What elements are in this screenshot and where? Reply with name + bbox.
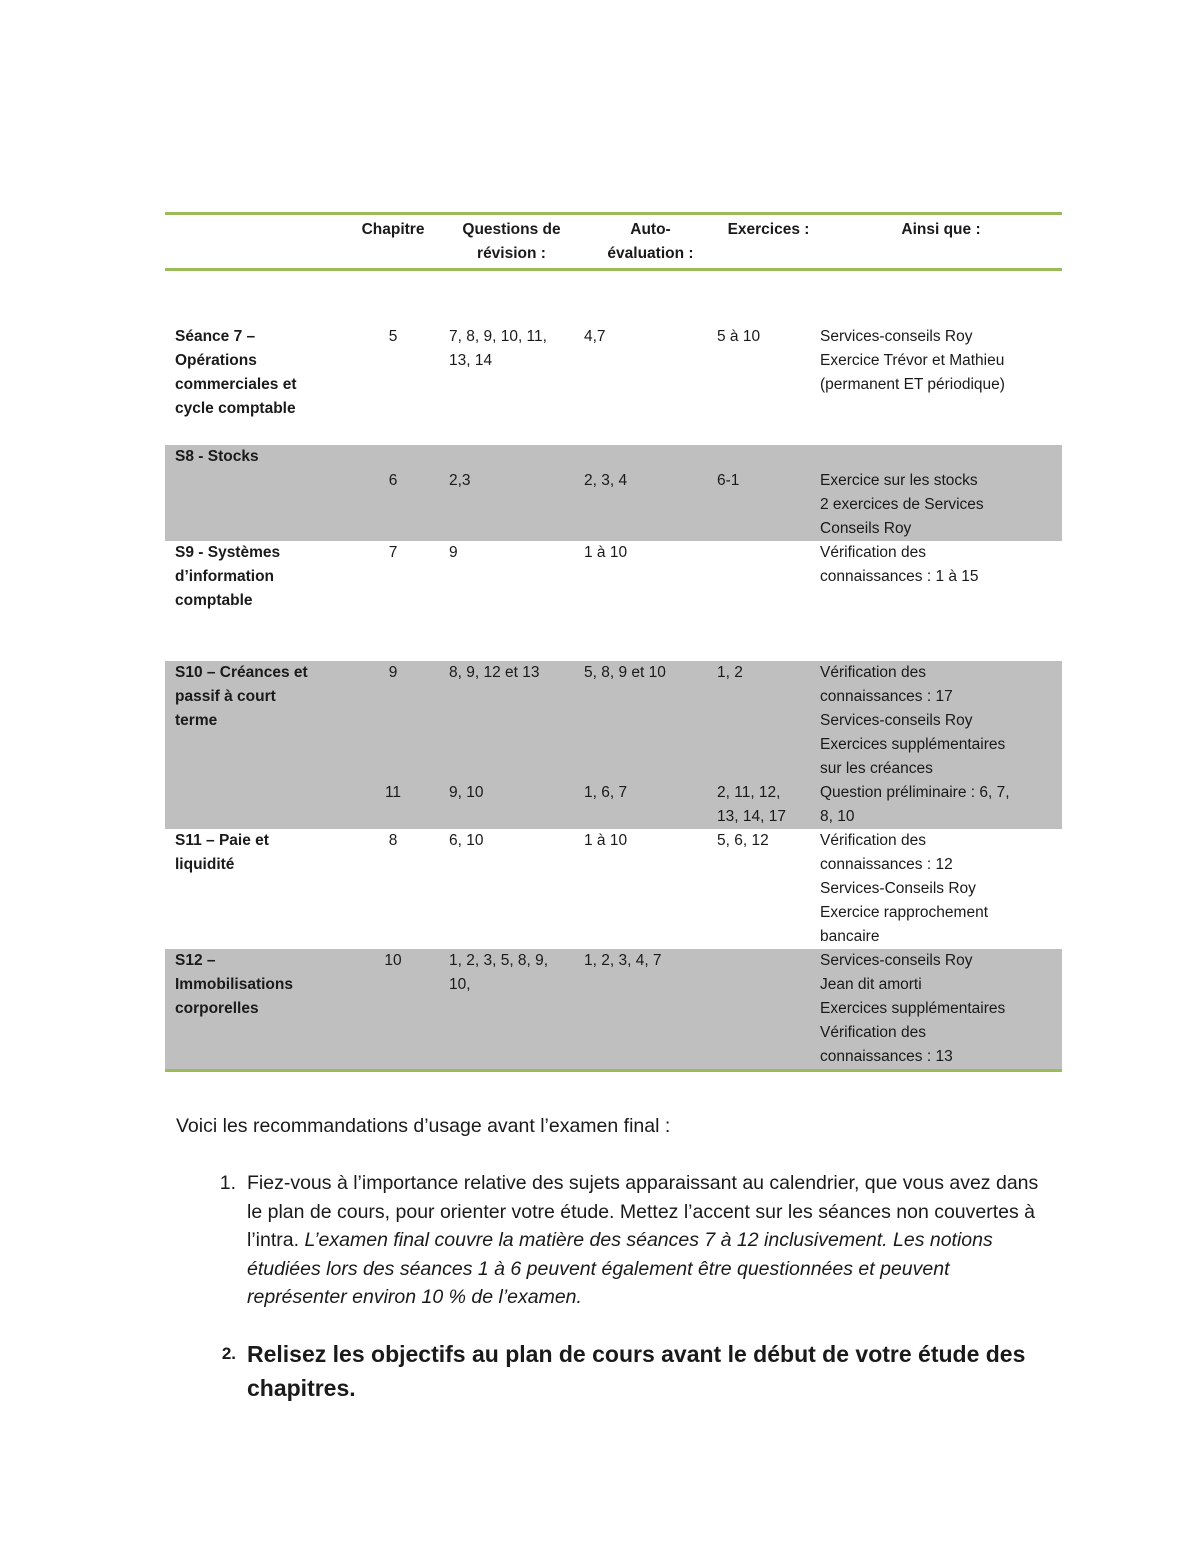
recommendations-intro: Voici les recommandations d’usage avant l’examen final :	[176, 1115, 671, 1137]
table-row	[165, 270, 1062, 325]
cell-ainsi-que: Vérification des connaissances : 12 Services-Conseils Roy Exercice rapprochement bancaire	[820, 831, 988, 945]
recommendation-italic-text: L’examen final couvre la matière des séances 7 à 12 inclusivement. Les notions étudiées lors des séances 1 à 6 peuvent également être questionnées et peuvent représenter environ 10 % de l’examen.	[247, 1229, 993, 1308]
recommendation-text	[247, 1169, 1047, 1312]
header-questions: Questions de révision :	[462, 221, 561, 262]
cell-exercices: 1, 2	[717, 661, 820, 781]
table-row	[165, 829, 1062, 949]
cell-auto-evaluation	[584, 270, 717, 325]
cell-exercices: 5, 6, 12	[717, 831, 769, 849]
header-auto-evaluation: Auto- évaluation :	[607, 221, 694, 262]
cell-session: S11 – Paie et liquidité	[175, 831, 269, 873]
cell-chapitre: 5	[388, 327, 398, 345]
table-body	[165, 270, 1062, 1071]
cell-ainsi-que	[820, 270, 1062, 325]
cell-session: S12 – Immobilisations corporelles	[165, 949, 347, 1071]
cell-auto-evaluation: 1 à 10	[584, 831, 628, 849]
cell-ainsi-que: Services-conseils Roy Jean dit amorti Exercices supplémentaires Vérification des connaissances : 13	[820, 949, 1062, 1071]
cell-session: S8 - Stocks	[165, 445, 347, 469]
cell-exercices: 2, 11, 12, 13, 14, 17	[717, 781, 820, 829]
cell-chapitre	[347, 445, 439, 469]
cell-ainsi-que: Services-conseils Roy Exercice Trévor et Mathieu (permanent ET périodique)	[820, 327, 1005, 393]
cell-exercices	[717, 270, 820, 325]
cell-exercices	[717, 445, 820, 469]
cell-questions	[439, 270, 584, 325]
header-chapitre: Chapitre	[361, 221, 425, 238]
cell-session	[165, 781, 347, 829]
cell-auto-evaluation: 1, 2, 3, 4, 7	[584, 949, 717, 1071]
list-number: 2.	[221, 1344, 236, 1363]
cell-session: Séance 7 – Opérations commerciales et cycle comptable	[175, 327, 297, 417]
cell-session	[165, 270, 347, 325]
cell-auto-evaluation: 4,7	[584, 327, 606, 345]
cell-exercices: 6-1	[717, 469, 820, 541]
cell-questions: 9	[449, 543, 458, 561]
cell-chapitre: 11	[347, 781, 439, 829]
cell-ainsi-que: Question préliminaire : 6, 7, 8, 10	[820, 781, 1062, 829]
cell-ainsi-que: Vérification des connaissances : 1 à 15	[820, 543, 979, 585]
cell-questions: 6, 10	[449, 831, 484, 849]
cell-auto-evaluation: 5, 8, 9 et 10	[584, 661, 717, 781]
study-table	[165, 212, 1062, 1072]
cell-questions: 1, 2, 3, 5, 8, 9, 10,	[439, 949, 584, 1071]
table-header-row	[165, 214, 1062, 270]
cell-chapitre: 7	[388, 543, 398, 561]
header-ainsi-que: Ainsi que :	[901, 221, 981, 238]
cell-auto-evaluation: 1, 6, 7	[584, 781, 717, 829]
table-row	[165, 325, 1062, 445]
cell-chapitre: 6	[347, 469, 439, 541]
cell-questions: 9, 10	[439, 781, 584, 829]
table-row	[165, 661, 1062, 781]
cell-chapitre: 8	[388, 831, 398, 849]
cell-exercices	[717, 949, 820, 1071]
cell-auto-evaluation: 2, 3, 4	[584, 469, 717, 541]
cell-chapitre	[347, 270, 439, 325]
cell-questions	[439, 445, 584, 469]
cell-ainsi-que: Exercice sur les stocks 2 exercices de Services Conseils Roy	[820, 469, 1062, 541]
table-row	[165, 469, 1062, 541]
cell-ainsi-que: Vérification des connaissances : 17 Services-conseils Roy Exercices supplémentaires sur les créances	[820, 661, 1062, 781]
cell-session: S9 - Systèmes d’information comptable	[175, 543, 281, 609]
cell-questions: 7, 8, 9, 10, 11, 13, 14	[449, 327, 547, 369]
table-row	[165, 781, 1062, 829]
header-session	[165, 214, 347, 270]
list-number: 1.	[219, 1172, 236, 1194]
recommendation-text: Relisez les objectifs au plan de cours avant le début de votre étude des chapitres.	[247, 1341, 1026, 1401]
study-table-container	[165, 212, 1062, 1072]
cell-exercices	[717, 541, 820, 661]
cell-questions: 2,3	[439, 469, 584, 541]
cell-chapitre: 9	[347, 661, 439, 781]
cell-questions: 8, 9, 12 et 13	[439, 661, 584, 781]
recommendation-plain-text: Fiez-vous à l’importance relative des sujets apparaissant au calendrier, que vous avez dans le plan de cours, pour orienter votre étude. Mettez l’accent sur les séances non couvertes à l’intra.	[247, 1172, 1039, 1251]
cell-auto-evaluation: 1 à 10	[584, 543, 628, 561]
table-row	[165, 445, 1062, 469]
header-exercices: Exercices :	[727, 221, 810, 238]
table-row	[165, 949, 1062, 1071]
cell-exercices: 5 à 10	[717, 327, 761, 345]
cell-ainsi-que	[820, 445, 1062, 469]
table-row	[165, 541, 1062, 661]
cell-session	[165, 469, 347, 541]
cell-chapitre: 10	[347, 949, 439, 1071]
cell-session: S10 – Créances et passif à court terme	[165, 661, 347, 781]
cell-auto-evaluation	[584, 445, 717, 469]
